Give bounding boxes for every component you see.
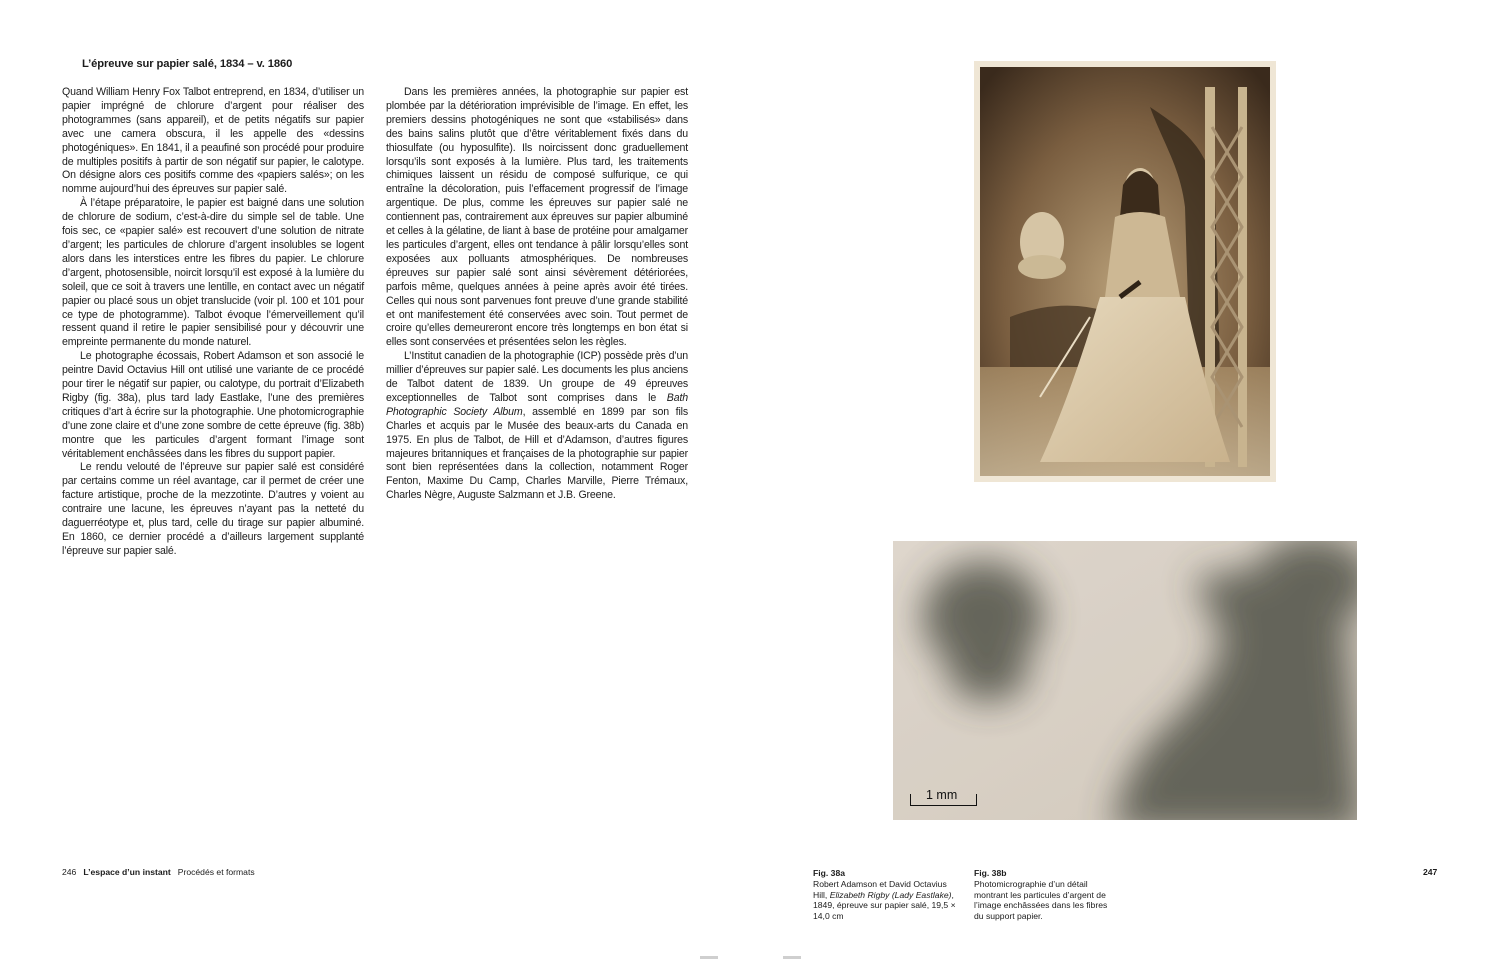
paragraph: Le photographe écossais, Robert Adamson et son associé le peintre David Octavius Hill ont utilisé une variante de ce procédé pour tirer le négatif sur papier, ou calotype, du portrait d’Elizabeth Rigby (fig. 38a), plus tard lady Eastlake, l’une des premières critiques d’art à écrire sur la photographie. Une photomicrographie d’une zone claire et d’une zone sombre de cette épreuve (fig. 38b) montre que les particules d’argent formant l’image sont véritablement enchâssées dans les fibres du support papier.: [62, 350, 364, 460]
caption-fig-38a: [813, 868, 963, 922]
right-text-column: [386, 86, 688, 503]
page-number-left: 246: [62, 867, 77, 877]
left-text-column: [62, 86, 364, 559]
paragraph-text: L’Institut canadien de la photographie (ICP) possède près d’un millier d’épreuves sur papier salé. Les documents les plus anciens de Talbot datent de 1839. Un groupe de 49 épreuves exceptionnelles de Talbot sont comprises dans le: [386, 350, 688, 404]
paragraph: Dans les premières années, la photographie sur papier est plombée par la détérioration imprévisible de l’image. En effet, les premiers dessins photogéniques ne sont que «stabilisés» dans des bains salins plutôt que d’être véritablement fixés dans du thiosulfate (ou hyposulfite). Ils noircissent donc graduellement lorsqu’ils sont exposés à la lumière. Plus tard, les traitements chimiques laissent un résidu de composé sulfurique, ce qui entraîne la décoloration, puis l’effacement progressif de l’image argentique. De plus, comme les épreuves sur papier salé ne contiennent pas, contrairement aux épreuves sur papier albuminé et celles à la gélatine, de liant à base de protéine pour amalgamer les particules d’argent, elles ont tendance à pâlir lorsqu’elles sont exposées aux polluants atmosphériques. De nombreuses épreuves sur papier salé sont ainsi sévèrement détériorées, parfois même, quelques années à peine après avoir été tirées. Celles qui nous sont parvenues font preuve d’une grande stabilité et ont manifestement été conservées avec soin. Tout permet de croire qu’elles demeureront encore très longtemps en bon état si elles sont conservées et présentées selon les règles.: [386, 86, 688, 349]
figure-label: Fig. 38b: [974, 868, 1007, 878]
micrograph-image: [893, 541, 1357, 820]
paragraph: Le rendu velouté de l’épreuve sur papier salé est considéré par certains comme un réel avantage, car il permet de créer une facture artistique, proche de la mezzotinte. D’autres y voient au contraire une lacune, les épreuves n’ayant pas la netteté du daguerréotype et, plus tard, celle du tirage sur papier albuminé. En 1860, ce dernier procédé a d’ailleurs largement supplanté l’épreuve sur papier salé.: [62, 461, 364, 557]
paragraph-text: , assemblé en 1899 par son fils Charles et acquis par le Musée des beaux-arts du Canada en 1975. En plus de Talbot, de Hill et d’Adamson, d’autres figures majeures britanniques et françaises de la photographie sur papier sont bien représentées dans la collection, notamment Roger Fenton, Maxime Du Camp, Charles Marville, Pierre Trémaux, Charles Nègre, Auguste Salzmann et J.B. Greene.: [386, 405, 689, 502]
portrait-photograph: [974, 61, 1276, 482]
section-name: Procédés et formats: [177, 867, 255, 877]
caption-title: Elizabeth Rigby (Lady Eastlake): [829, 889, 952, 900]
scale-label: 1 mm: [926, 788, 958, 802]
caption-text: Photomicrographie d’un détail montrant les particules d’argent de l’image enchâssées dans les fibres du support papier.: [974, 878, 1108, 922]
caption-fig-38b: [974, 868, 1114, 922]
caption-text: Robert Adamson et David Octavius Hill,: [813, 878, 947, 900]
footer-left: [62, 867, 255, 878]
photomicrograph: [893, 541, 1357, 820]
paragraph: À l’étape préparatoire, le papier est baigné dans une solution de chlorure de sodium, c’est-à-dire du simple sel de table. Une fois sec, ce «papier salé» est recouvert d’une solution de nitrate d’argent; les particules de chlorure d’argent insolubles se logent alors dans les interstices entre les fibres du papier. Le chlorure d’argent, photosensible, noircit lorsqu’il est exposé à la lumière du soleil, que ce soit à travers une lentille, en contact avec un négatif papier ou placé sous un objet translucide (voir pl. 100 et 101 pour ce type de photogramme). Talbot évoque l’émerveillement qu’il ressent quand il retire le papier sensibilisé pour y découvrir une empreinte permanente du monde naturel.: [62, 197, 364, 349]
paragraph: [386, 350, 688, 503]
album-title: Bath Photographic Society Album: [386, 391, 688, 418]
caption-text: , 1849, épreuve sur papier salé, 19,5 × 14,0 cm: [813, 889, 956, 922]
section-heading: L’épreuve sur papier salé, 1834 – v. 1860: [82, 58, 293, 70]
paragraph: Quand William Henry Fox Talbot entreprend, en 1834, d’utiliser un papier imprégné de chlorure d’argent pour réaliser des photogrammes (sans appareil), et de petits négatifs sur papier avec une camera obscura, il les appelle des «dessins photogéniques». En 1841, il a peaufiné son procédé pour produire de multiples positifs à partir de son négatif sur papier, le calotype. On désigne alors ces positifs comme des «papiers salés»; on les nomme aujourd’hui des épreuves sur papier salé.: [62, 86, 364, 196]
page-number-right: 247: [1423, 867, 1438, 877]
book-title: L’espace d’un instant: [83, 867, 171, 877]
portrait-image: [980, 67, 1270, 476]
figure-label: Fig. 38a: [813, 868, 845, 878]
